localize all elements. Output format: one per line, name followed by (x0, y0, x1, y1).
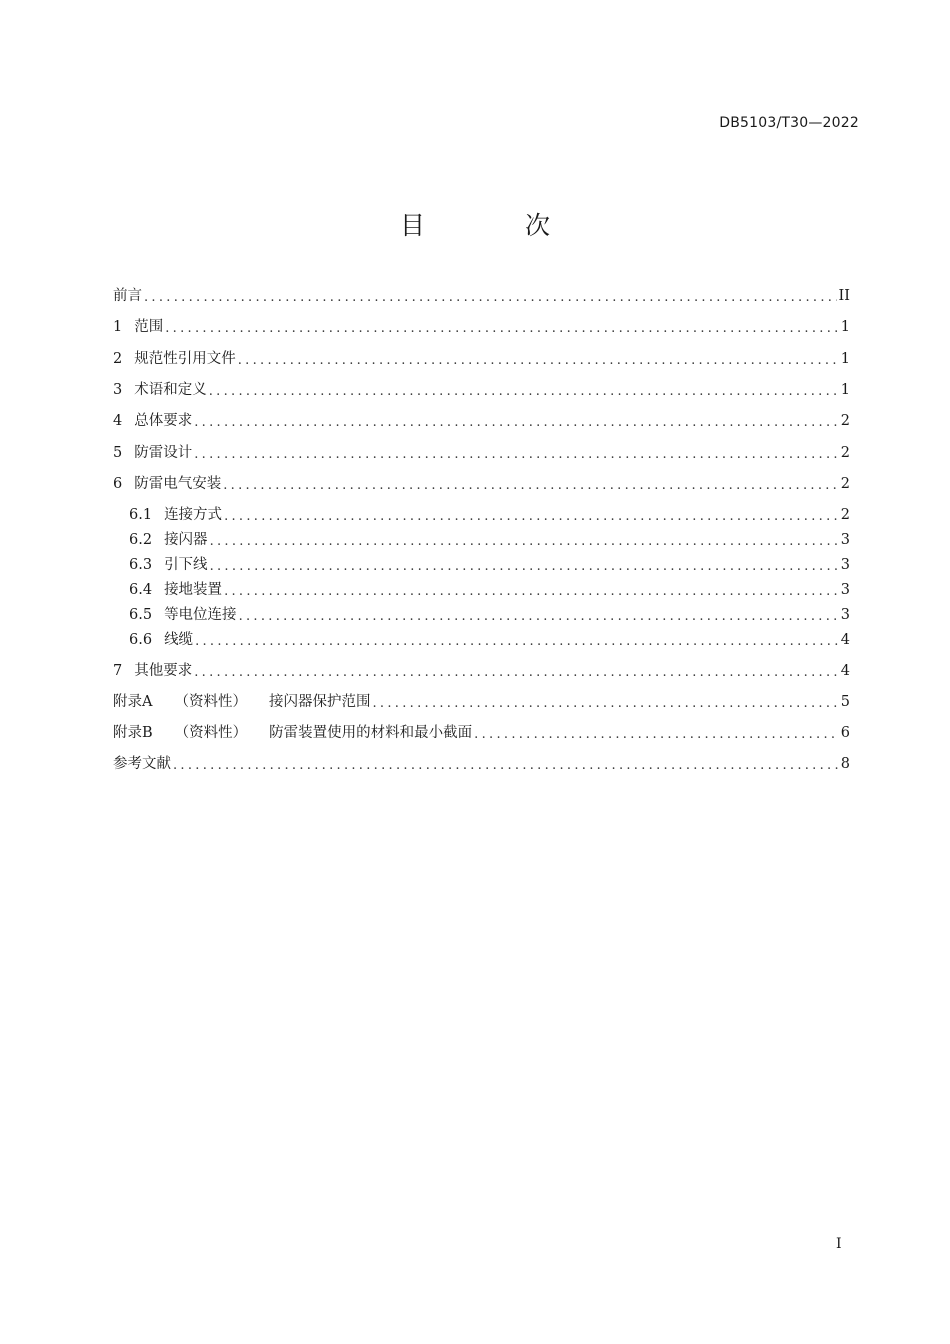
toc-entry-6-2[interactable] (129, 529, 850, 551)
toc-entry-page: 3 (840, 557, 850, 573)
toc-entry-label: 规范性引用文件 (134, 351, 236, 367)
toc-leader-dots (195, 629, 839, 651)
toc-entry-appendix-b[interactable] (113, 722, 850, 744)
toc-entry-number: 7 (113, 663, 123, 679)
toc-leader-dots (194, 442, 839, 464)
toc-leader-dots (223, 473, 839, 495)
toc-entry-page: 3 (840, 532, 850, 548)
toc-entry-page: 2 (840, 413, 850, 429)
toc-entry-number: 附录A (113, 694, 153, 710)
toc-entry-number: 6.6 (129, 632, 153, 648)
toc-entry-label: 其他要求 (134, 663, 193, 679)
toc-entry-page: 3 (840, 607, 850, 623)
toc-entry-number: 6 (113, 476, 123, 492)
toc-entry-6-4[interactable] (129, 579, 850, 601)
toc-entry-5[interactable] (113, 442, 850, 464)
toc-entry-page: 1 (840, 319, 850, 335)
toc-entry-appendix-a[interactable] (113, 691, 850, 713)
toc-entry-label: 接地装置 (164, 582, 223, 598)
toc-entry-1[interactable] (113, 316, 850, 338)
toc-entry-page: 1 (840, 382, 850, 398)
toc-leader-dots (224, 504, 839, 526)
toc-entry-3[interactable] (113, 379, 850, 401)
toc-entry-6-1[interactable] (129, 504, 850, 526)
toc-leader-dots (194, 410, 839, 432)
toc-entry-label: 防雷电气安装 (134, 476, 222, 492)
toc-entry-page: 8 (840, 756, 850, 772)
toc-entry-foreword[interactable] (113, 285, 850, 307)
toc-entry-label: 接闪器保护范围 (268, 694, 371, 710)
toc-entry-number: 6.4 (129, 582, 153, 598)
toc-entry-page: 2 (840, 445, 850, 461)
toc-leader-dots (210, 529, 839, 551)
toc-entry-label: 参考文献 (113, 756, 171, 772)
toc-entry-note: （资料性） (174, 694, 247, 710)
toc-leader-dots (224, 579, 839, 601)
toc-leader-dots (372, 691, 838, 713)
toc-leader-dots (238, 348, 839, 370)
toc-entry-page: 2 (840, 476, 850, 492)
toc-leader-dots (209, 379, 839, 401)
toc-entry-6-6[interactable] (129, 629, 850, 651)
toc-entry-label: 引下线 (164, 557, 208, 573)
toc-leader-dots (165, 316, 839, 338)
toc-entry-page: 1 (840, 351, 850, 367)
toc-entry-label: 范围 (134, 319, 164, 335)
toc-entry-references[interactable] (113, 753, 850, 775)
toc-leader-dots (474, 722, 839, 744)
toc-leader-dots (173, 753, 839, 775)
toc-entry-7[interactable] (113, 660, 850, 682)
toc-entry-number: 5 (113, 445, 123, 461)
toc-entry-number: 6.1 (129, 507, 153, 523)
toc-entry-number: 6.5 (129, 607, 153, 623)
toc-entry-page: 2 (840, 507, 850, 523)
toc-entry-page: 3 (840, 582, 850, 598)
toc-entry-note: （资料性） (174, 725, 248, 741)
toc-entry-number: 6.3 (129, 557, 153, 573)
toc-entry-label: 接闪器 (164, 532, 208, 548)
toc-entry-number: 1 (113, 319, 123, 335)
document-code: DB5103/T30—2022 (719, 115, 859, 131)
toc-entry-number: 6.2 (129, 532, 153, 548)
toc-entry-label: 前言 (113, 288, 142, 304)
toc-entry-label: 等电位连接 (164, 607, 237, 623)
toc-entry-label: 总体要求 (134, 413, 193, 429)
toc-entry-6-3[interactable] (129, 554, 850, 576)
toc-entry-4[interactable] (113, 410, 850, 432)
toc-leader-dots (210, 554, 839, 576)
toc-entry-page: 5 (840, 694, 850, 710)
toc-entry-page: 4 (840, 663, 850, 679)
toc-entry-label: 连接方式 (164, 507, 223, 523)
toc-entry-number: 3 (113, 382, 123, 398)
toc-leader-dots (144, 285, 837, 307)
toc-title: 目 次 (400, 211, 596, 240)
toc-entry-label: 术语和定义 (134, 382, 207, 398)
toc-leader-dots (239, 604, 839, 626)
toc-entry-label: 线缆 (164, 632, 194, 648)
toc-leader-dots (194, 660, 839, 682)
page-number: I (836, 1236, 842, 1252)
toc-entry-page: 6 (840, 725, 850, 741)
toc-entry-number: 4 (113, 413, 123, 429)
toc-entry-number: 附录B (113, 725, 153, 741)
toc-entry-label: 防雷装置使用的材料和最小截面 (269, 725, 473, 741)
toc-entry-2[interactable] (113, 348, 850, 370)
toc-entry-page: 4 (840, 632, 850, 648)
toc-entry-number: 2 (113, 351, 123, 367)
toc-entry-label: 防雷设计 (134, 445, 193, 461)
toc-entry-6[interactable] (113, 473, 850, 495)
toc-entry-page: II (838, 288, 850, 304)
toc-entry-6-5[interactable] (129, 604, 850, 626)
